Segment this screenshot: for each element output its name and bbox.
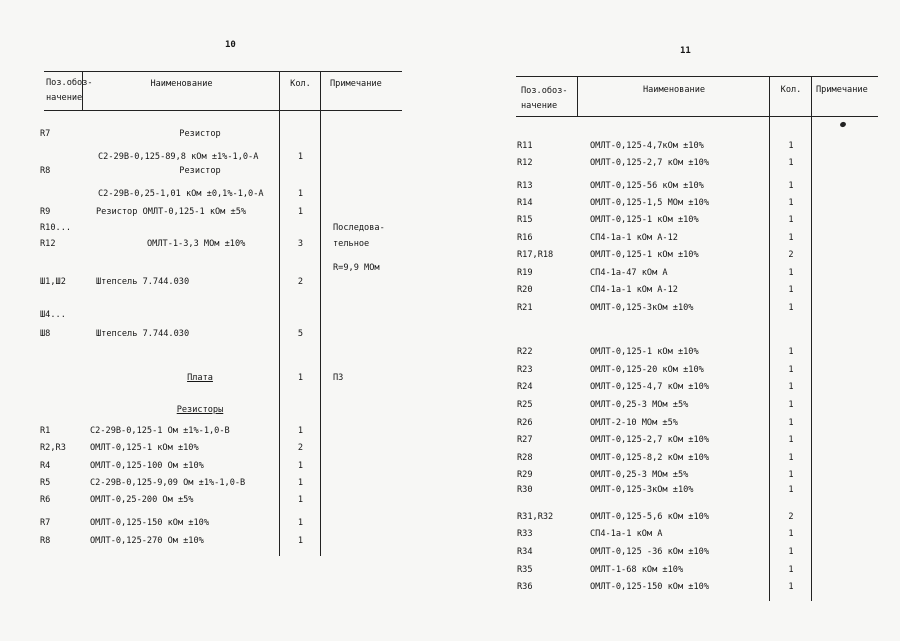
name-cell: ОМЛТ-0,125-4,7 кОм ±10% — [590, 382, 709, 392]
qty-cell: 1 — [788, 382, 794, 392]
position-cell: R24 — [517, 382, 533, 392]
position-cell: R31,R32 — [517, 512, 554, 522]
qty-cell: 1 — [788, 470, 794, 480]
left-page-number: 10 — [225, 40, 236, 50]
header-qty: Кол. — [290, 79, 311, 89]
qty-cell: 1 — [788, 268, 794, 278]
position-cell: R35 — [517, 565, 533, 575]
header-name: Наименование — [642, 85, 706, 95]
qty-cell: 1 — [788, 303, 794, 313]
name-cell: ОМЛТ-1-68 кОм ±10% — [590, 565, 684, 575]
name-cell: ОМЛТ-0,125-1 кОм ±10% — [590, 215, 699, 225]
qty-cell: 2 — [788, 250, 794, 260]
header-position: Поз.обоз- начение — [46, 78, 93, 104]
name-cell: Резистор — [179, 129, 221, 139]
name-cell: ОМЛТ-0,125-3кОм ±10% — [590, 485, 694, 495]
name-cell: ОМЛТ-0,125-4,7кОм ±10% — [590, 141, 704, 151]
qty-cell: 1 — [788, 215, 794, 225]
name-cell: СП4-1а-1 кОм А-12 — [590, 233, 678, 243]
name-cell: Резистор ОМЛТ-0,125-1 кОм ±5% — [96, 207, 247, 217]
header-note: Примечание — [330, 79, 382, 89]
name-cell: ОМЛТ-0,125-150 кОм ±10% — [90, 518, 209, 528]
position-cell: R12 — [40, 239, 56, 249]
position-cell: R34 — [517, 547, 533, 557]
note-cell: П3 — [333, 373, 344, 383]
name-cell: ОМЛТ-1-3,3 МОм ±10% — [147, 239, 246, 249]
col-divider-qty — [769, 76, 770, 601]
qty-cell: 1 — [788, 453, 794, 463]
qty-cell: 2 — [297, 443, 304, 453]
name-cell: ОМЛТ-0,125-3кОм ±10% — [590, 303, 694, 313]
position-cell: R8 — [40, 166, 51, 176]
name-cell: Резистор — [179, 166, 221, 176]
qty-cell: 1 — [297, 536, 304, 546]
qty-cell: 1 — [788, 582, 794, 592]
note-cell: Последова- — [333, 223, 385, 233]
position-cell: R30 — [517, 485, 533, 495]
name-cell: СП4-1а-47 кОм А — [590, 268, 668, 278]
position-cell: R22 — [517, 347, 533, 357]
name-cell: С2-29В-0,125-1 Ом ±1%-1,0-В — [90, 426, 230, 436]
qty-cell: 1 — [297, 207, 304, 217]
name-cell: ОМЛТ-0,125-56 кОм ±10% — [590, 181, 704, 191]
name-cell: ОМЛТ-0,125-1,5 МОм ±10% — [590, 198, 709, 208]
position-cell: Ш4... — [40, 310, 66, 320]
position-cell: R6 — [40, 495, 51, 505]
position-cell: R4 — [40, 461, 51, 471]
header-bottom-rule — [516, 116, 878, 117]
qty-cell: 1 — [788, 418, 794, 428]
position-cell: R9 — [40, 207, 51, 217]
name-cell: ОМЛТ-0,125 -36 кОм ±10% — [590, 547, 709, 557]
name-cell: ОМЛТ-0,125-1 кОм ±10% — [590, 250, 699, 260]
qty-cell: 5 — [297, 329, 304, 339]
name-cell: ОМЛТ-2-10 МОм ±5% — [590, 418, 678, 428]
name-cell: ОМЛТ-0,125-5,6 кОм ±10% — [590, 512, 709, 522]
position-cell: R29 — [517, 470, 533, 480]
position-cell: R17,R18 — [517, 250, 554, 260]
position-cell: R12 — [517, 158, 533, 168]
position-cell: R26 — [517, 418, 533, 428]
name-cell: СП4-1а-1 кОм А-12 — [590, 285, 678, 295]
qty-cell: 1 — [297, 189, 304, 199]
position-cell: R1 — [40, 426, 51, 436]
note-cell: тельное — [333, 239, 370, 249]
position-cell: R28 — [517, 453, 533, 463]
name-cell: Резисторы — [176, 405, 224, 415]
right-page-number: 11 — [680, 46, 691, 56]
position-cell: R19 — [517, 268, 533, 278]
qty-cell: 1 — [788, 347, 794, 357]
qty-cell: 1 — [788, 485, 794, 495]
position-cell: Ш8 — [40, 329, 51, 339]
header-top-rule — [516, 76, 878, 77]
qty-cell: 1 — [297, 152, 304, 162]
name-cell: ОМЛТ-0,125-2,7 кОм ±10% — [590, 158, 709, 168]
name-cell: ОМЛТ-0,25-200 Ом ±5% — [90, 495, 194, 505]
position-cell: R13 — [517, 181, 533, 191]
qty-cell: 1 — [788, 181, 794, 191]
qty-cell: 1 — [788, 233, 794, 243]
position-cell: R33 — [517, 529, 533, 539]
qty-cell: 1 — [788, 141, 794, 151]
position-cell: R25 — [517, 400, 533, 410]
name-cell: ОМЛТ-0,125-1 кОм ±10% — [590, 347, 699, 357]
qty-cell: 2 — [788, 512, 794, 522]
position-cell: R5 — [40, 478, 51, 488]
name-cell: Штепсель 7.744.030 — [96, 277, 190, 287]
qty-cell: 1 — [788, 435, 794, 445]
qty-cell: 1 — [297, 461, 304, 471]
position-cell: R14 — [517, 198, 533, 208]
name-cell: ОМЛТ-0,25-3 МОм ±5% — [590, 400, 689, 410]
qty-cell: 1 — [788, 547, 794, 557]
qty-cell: 1 — [297, 426, 304, 436]
qty-cell: 1 — [788, 198, 794, 208]
col-divider-note — [811, 76, 812, 601]
name-cell: ОМЛТ-0,125-1 кОм ±10% — [90, 443, 199, 453]
position-cell: R23 — [517, 365, 533, 375]
name-cell: С2-29В-0,125-89,8 кОм ±1%-1,0-А — [98, 152, 259, 162]
name-cell: Штепсель 7.744.030 — [96, 329, 190, 339]
ink-blot — [839, 121, 846, 128]
position-cell: R15 — [517, 215, 533, 225]
name-cell: С2-29В-0,125-9,09 Ом ±1%-1,0-В — [90, 478, 246, 488]
position-cell: R20 — [517, 285, 533, 295]
position-cell: R7 — [40, 518, 51, 528]
position-cell: R7 — [40, 129, 51, 139]
qty-cell: 1 — [788, 365, 794, 375]
position-cell: R36 — [517, 582, 533, 592]
name-cell: ОМЛТ-0,125-270 Ом ±10% — [90, 536, 204, 546]
name-cell: ОМЛТ-0,125-8,2 кОм ±10% — [590, 453, 709, 463]
qty-cell: 1 — [297, 495, 304, 505]
position-cell: Ш1,Ш2 — [40, 277, 66, 287]
position-cell: R2,R3 — [40, 443, 66, 453]
header-position: Поз.обоз- начение — [521, 86, 568, 112]
qty-cell: 3 — [297, 239, 304, 249]
name-cell: ОМЛТ-0,125-2,7 кОм ±10% — [590, 435, 709, 445]
qty-cell: 1 — [788, 529, 794, 539]
qty-cell: 1 — [297, 478, 304, 488]
qty-cell: 2 — [297, 277, 304, 287]
header-name: Наименование — [150, 79, 213, 89]
qty-cell: 1 — [788, 400, 794, 410]
position-cell: R16 — [517, 233, 533, 243]
name-cell: ОМЛТ-0,125-150 кОм ±10% — [590, 582, 709, 592]
position-cell: R11 — [517, 141, 533, 151]
name-cell: ОМЛТ-0,125-20 кОм ±10% — [590, 365, 704, 375]
qty-cell: 1 — [297, 373, 304, 383]
position-cell: R10... — [40, 223, 72, 233]
note-cell: R=9,9 МОм — [333, 263, 380, 273]
position-cell: R8 — [40, 536, 51, 546]
qty-cell: 1 — [297, 518, 304, 528]
name-cell: ОМЛТ-0,25-3 МОм ±5% — [590, 470, 689, 480]
qty-cell: 1 — [788, 285, 794, 295]
position-cell: R27 — [517, 435, 533, 445]
qty-cell: 1 — [788, 158, 794, 168]
name-cell: ОМЛТ-0,125-100 Ом ±10% — [90, 461, 204, 471]
header-qty: Кол. — [780, 85, 802, 95]
header-note: Примечание — [816, 85, 868, 95]
name-cell: С2-29В-0,25-1,01 кОм ±0,1%-1,0-А — [98, 189, 264, 199]
position-cell: R21 — [517, 303, 533, 313]
qty-cell: 1 — [788, 565, 794, 575]
name-cell: СП4-1а-1 кОм А — [590, 529, 663, 539]
col-divider-pos — [577, 76, 578, 117]
name-cell: Плата — [187, 373, 213, 383]
